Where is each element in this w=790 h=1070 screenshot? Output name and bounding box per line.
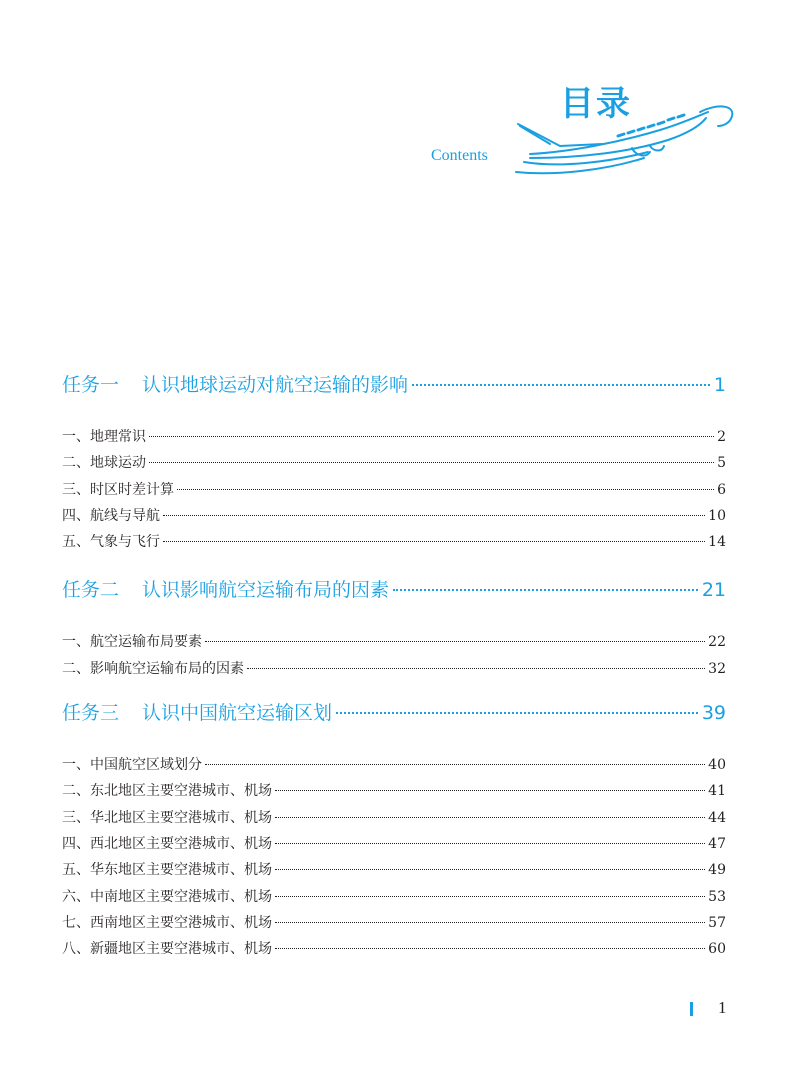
toc-section [62,575,726,684]
toc-items [62,754,726,964]
airplane-icon [510,96,740,186]
dot-leader [275,843,705,844]
toc-item[interactable] [62,859,726,885]
dot-leader [393,588,698,591]
item-title: 六、中南地区主要空港城市、机场 [62,888,272,905]
toc-item[interactable] [62,531,726,557]
item-page-number: 40 [708,757,726,774]
item-page-number: 10 [708,507,726,524]
dot-leader [149,436,714,437]
toc-item[interactable] [62,938,726,964]
toc-task-entry[interactable] [62,575,726,611]
item-page-number: 60 [708,941,726,958]
item-title: 一、地理常识 [62,429,146,445]
dot-leader [275,948,705,949]
toc-item[interactable] [62,658,726,684]
dot-leader [177,489,714,490]
toc-task-entry[interactable] [62,698,726,734]
section-spacer [62,684,726,698]
toc-item[interactable] [62,833,726,859]
toc-section [62,698,726,964]
dot-leader [205,764,705,765]
item-page-number: 44 [708,809,726,826]
task-page-number: 39 [701,702,726,725]
dot-leader [275,869,705,870]
item-title: 一、航空运输布局要素 [62,634,202,651]
item-page-number: 14 [708,534,726,551]
page-header [0,0,790,200]
item-title: 一、中国航空区域划分 [62,757,202,774]
footer-accent-bar [690,1002,693,1016]
item-title: 二、东北地区主要空港城市、机场 [62,783,272,800]
item-title: 五、气象与飞行 [62,534,160,551]
item-title: 四、西北地区主要空港城市、机场 [62,835,272,852]
toc-item[interactable] [62,754,726,780]
toc-item[interactable] [62,807,726,833]
toc-section [62,370,726,557]
page-subtitle: Contents [431,147,488,164]
task-title: 认识中国航空运输区划 [142,702,333,725]
item-page-number: 41 [708,783,726,800]
toc-item[interactable] [62,912,726,938]
item-title: 五、华东地区主要空港城市、机场 [62,862,272,879]
table-of-contents [62,370,726,964]
item-page-number: 2 [717,429,726,445]
dot-leader [275,790,705,791]
item-title: 二、地球运动 [62,455,146,472]
section-spacer [62,557,726,575]
toc-item[interactable] [62,886,726,912]
item-title: 三、时区时差计算 [62,481,174,498]
task-page-number: 1 [713,374,726,396]
page-footer [688,998,738,1020]
dot-leader [205,641,705,642]
page-title: 目录 [560,84,632,124]
item-page-number: 49 [708,862,726,879]
toc-items [62,631,726,684]
task-title: 认识地球运动对航空运输的影响 [142,374,409,396]
item-page-number: 22 [708,634,726,651]
toc-task-entry[interactable] [62,370,726,406]
item-page-number: 6 [717,481,726,498]
task-number: 任务三 [62,702,120,725]
footer-page-number: 1 [718,998,727,1017]
item-title: 二、影响航空运输布局的因素 [62,660,244,677]
toc-item[interactable] [62,479,726,505]
item-page-number: 32 [708,660,726,677]
item-title: 七、西南地区主要空港城市、机场 [62,914,272,931]
toc-item[interactable] [62,631,726,657]
toc-item[interactable] [62,452,726,478]
task-page-number: 21 [701,579,726,602]
dot-leader [247,668,705,669]
item-title: 四、航线与导航 [62,507,160,524]
dot-leader [275,817,705,818]
item-page-number: 47 [708,835,726,852]
item-title: 三、华北地区主要空港城市、机场 [62,809,272,826]
toc-item[interactable] [62,505,726,531]
dot-leader [336,711,698,714]
task-title: 认识影响航空运输布局的因素 [142,579,390,602]
toc-item[interactable] [62,780,726,806]
toc-item[interactable] [62,426,726,452]
item-page-number: 53 [708,888,726,905]
dot-leader [149,462,714,463]
task-number: 任务一 [62,374,120,396]
dot-leader [163,515,705,516]
item-page-number: 5 [717,455,726,472]
item-title: 八、新疆地区主要空港城市、机场 [62,941,272,958]
dot-leader [163,541,705,542]
task-number: 任务二 [62,579,120,602]
dot-leader [275,922,705,923]
dot-leader [275,896,705,897]
item-page-number: 57 [708,914,726,931]
dot-leader [412,383,710,386]
toc-items [62,426,726,557]
